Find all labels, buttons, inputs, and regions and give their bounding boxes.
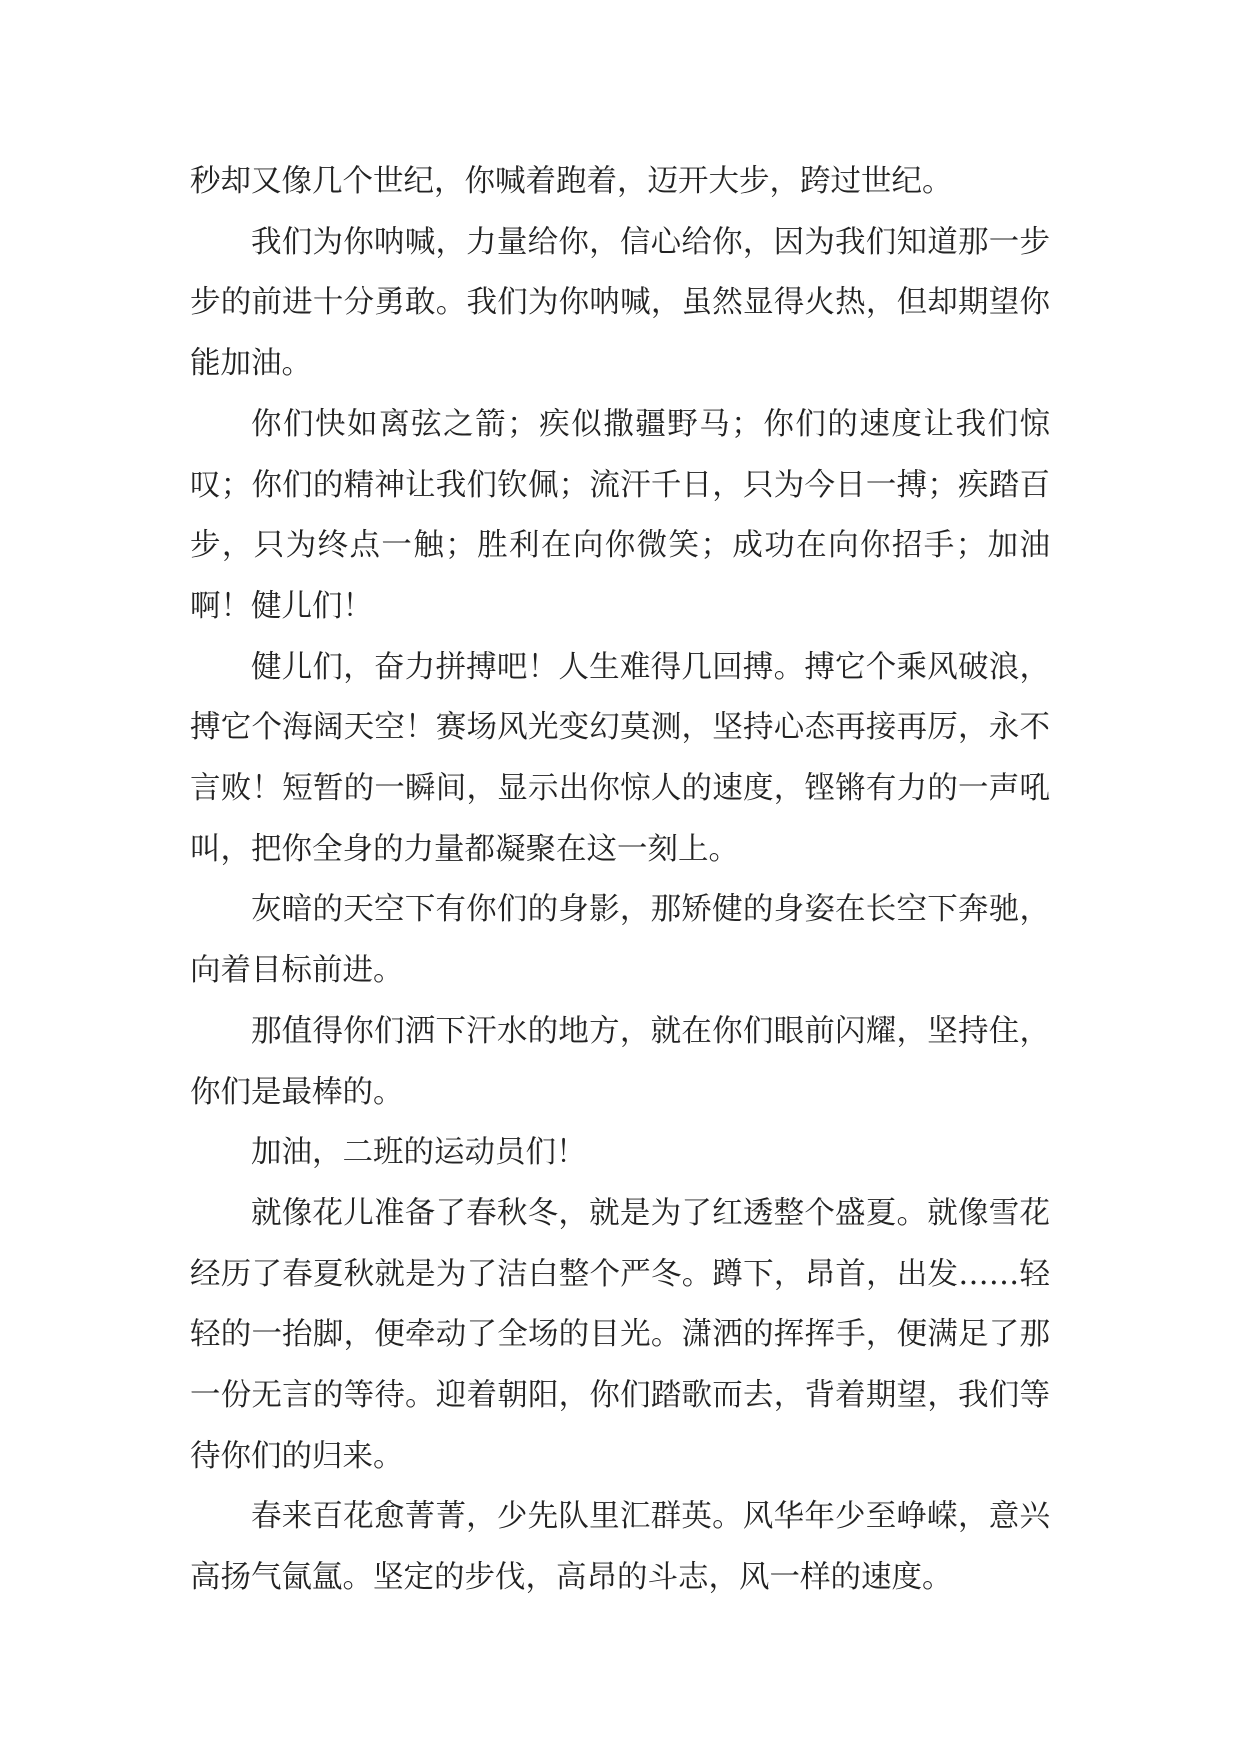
document-body <box>190 152 1050 1609</box>
paragraph: 我们为你呐喊，力量给你，信心给你，因为我们知道那一步步的前进十分勇敢。我们为你呐喊，虽然显得火热，但却期望你能加油。 <box>190 224 1050 382</box>
paragraph: 加油，二班的运动员们！ <box>251 1135 587 1171</box>
paragraph: 健儿们，奋力拼搏吧！人生难得几回搏。搏它个乘风破浪，搏它个海阔天空！赛场风光变幻莫测，坚持心态再接再厉，永不言败！短暂的一瞬间，显示出你惊人的速度，铿锵有力的一声吼叫，把你全身的力量都凝聚在这一刻上。 <box>190 649 1050 867</box>
paragraph: 就像花儿准备了春秋冬，就是为了红透整个盛夏。就像雪花经历了春夏秋就是为了洁白整个严冬。蹲下，昂首，出发……轻轻的一抬脚，便牵动了全场的目光。潇洒的挥挥手，便满足了那一份无言的等待。迎着朝阳，你们踏歌而去，背着期望，我们等待你们的归来。 <box>190 1195 1050 1474</box>
paragraph: 灰暗的天空下有你们的身影，那矫健的身姿在长空下奔驰，向着目标前进。 <box>190 892 1050 989</box>
paragraph: 你们快如离弦之箭；疾似撒疆野马；你们的速度让我们惊叹；你们的精神让我们钦佩；流汗千日，只为今日一搏；疾踏百步，只为终点一触；胜利在向你微笑；成功在向你招手；加油啊！健儿们！ <box>190 406 1050 624</box>
paragraph: 春来百花愈菁菁，少先队里汇群英。风华年少至峥嵘，意兴高扬气氤氲。坚定的步伐，高昂的斗志，风一样的速度。 <box>190 1499 1050 1596</box>
paragraph: 那值得你们洒下汗水的地方，就在你们眼前闪耀，坚持住，你们是最棒的。 <box>190 1013 1050 1110</box>
paragraph: 秒却又像几个世纪，你喊着跑着，迈开大步，跨过世纪。 <box>190 164 953 199</box>
